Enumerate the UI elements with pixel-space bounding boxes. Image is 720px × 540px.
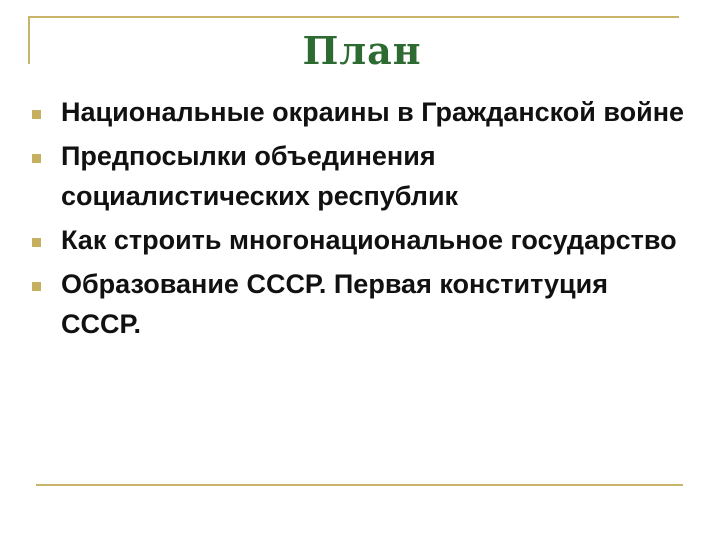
frame-top-rule — [28, 16, 679, 18]
list-item-text: Как строить многонациональное государство — [61, 225, 677, 255]
list-item-text: Национальные окраины в Гражданской войне — [61, 97, 685, 127]
list-item — [30, 136, 690, 216]
square-bullet-icon — [32, 110, 41, 119]
list-item-text: Образование СССР. Первая конституция СССР. — [61, 269, 608, 339]
bullet-list — [30, 92, 690, 348]
frame-bottom-rule — [36, 484, 683, 486]
square-bullet-icon — [32, 282, 41, 291]
list-item — [30, 220, 690, 260]
slide-title: План — [302, 28, 422, 73]
list-item — [30, 264, 690, 344]
square-bullet-icon — [32, 154, 41, 163]
square-bullet-icon — [32, 238, 41, 247]
list-item-text: Предпосылки объединения социалистических республик — [61, 141, 459, 211]
list-item — [30, 92, 690, 132]
